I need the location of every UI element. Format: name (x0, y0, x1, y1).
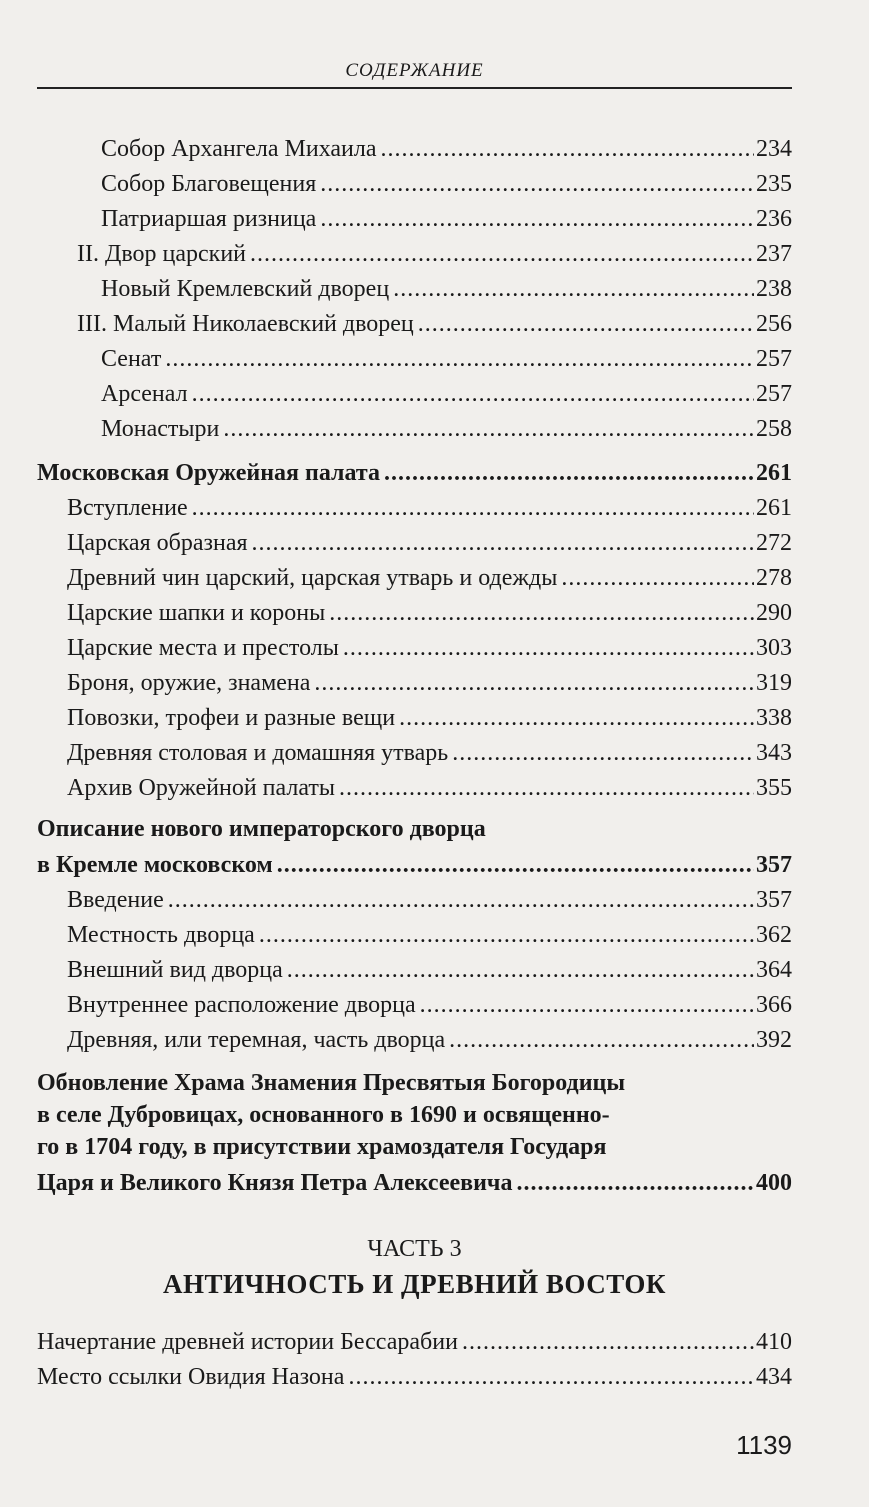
entry-page: 257 (756, 346, 792, 372)
leader-dots (314, 669, 754, 697)
entry-page: 278 (756, 565, 792, 591)
toc-entry[interactable] (67, 486, 792, 522)
leader-dots (192, 380, 754, 408)
toc-entry[interactable] (67, 878, 792, 914)
entry-title: в Кремле московском (37, 852, 273, 878)
leader-dots (393, 275, 754, 303)
entry-page: 366 (756, 992, 792, 1018)
toc-entry[interactable] (67, 556, 792, 592)
entry-title: Патриаршая ризница (101, 206, 317, 232)
leader-dots (462, 1328, 754, 1356)
entry-page: 236 (756, 206, 792, 232)
part-title: АНТИЧНОСТЬ И ДРЕВНИЙ ВОСТОК (163, 1269, 666, 1299)
leader-dots (452, 739, 754, 767)
entry-title: Царская образная (67, 530, 248, 556)
entry-page: 290 (756, 600, 792, 626)
leader-dots (561, 564, 754, 592)
entry-title: Московская Оружейная палата (37, 460, 380, 486)
leader-dots (320, 205, 754, 233)
leader-dots (418, 310, 754, 338)
leader-dots (348, 1363, 754, 1391)
entry-page: 234 (756, 136, 792, 162)
entry-title: Вступление (67, 495, 188, 521)
entry-title: Новый Кремлевский дворец (101, 276, 390, 302)
leader-dots (343, 634, 754, 662)
toc-entry[interactable] (67, 731, 792, 767)
leader-dots (168, 886, 754, 914)
toc-section-title-line[interactable]: Обновление Храма Знамения Пресвятыя Богородицы (37, 1070, 626, 1096)
entry-page: 319 (756, 670, 792, 696)
entry-page: 434 (756, 1364, 792, 1390)
toc-section-entry[interactable] (37, 1161, 792, 1197)
leader-dots (329, 599, 754, 627)
leader-dots (381, 135, 754, 163)
entry-title: Древний чин царский, царская утварь и одежды (67, 565, 558, 591)
entry-page: 410 (756, 1329, 792, 1355)
entry-page: 357 (756, 852, 792, 878)
leader-dots (399, 704, 754, 732)
toc-section-entry[interactable] (37, 451, 792, 487)
toc-entry[interactable] (101, 407, 792, 443)
entry-page: 258 (756, 416, 792, 442)
entry-page: 256 (756, 311, 792, 337)
page-number: 1139 (736, 1430, 792, 1460)
leader-dots (259, 921, 754, 949)
entry-title: III. Малый Николаевский дворец (77, 311, 414, 337)
running-header: СОДЕРЖАНИЕ (345, 60, 484, 81)
entry-title: II. Двор царский (77, 241, 247, 267)
leader-dots (516, 1169, 754, 1197)
entry-page: 343 (756, 740, 792, 766)
entry-title: Древняя столовая и домашняя утварь (67, 740, 449, 766)
toc-entry[interactable] (67, 948, 792, 984)
toc-entry[interactable] (67, 696, 792, 732)
toc-entry[interactable] (77, 302, 792, 338)
header-rule (37, 87, 792, 89)
entry-title: Местность дворца (67, 922, 255, 948)
entry-title: Начертание древней истории Бессарабии (37, 1329, 458, 1355)
entry-page: 355 (756, 775, 792, 801)
toc-entry[interactable] (67, 766, 792, 802)
toc-entry[interactable] (67, 591, 792, 627)
entry-title: Сенат (101, 346, 162, 372)
entry-page: 338 (756, 705, 792, 731)
leader-dots (192, 494, 754, 522)
part-label: ЧАСТЬ 3 (367, 1236, 462, 1262)
entry-page: 400 (756, 1170, 792, 1196)
entry-page: 235 (756, 171, 792, 197)
entry-page: 261 (756, 460, 792, 486)
entry-title: Царские места и престолы (67, 635, 339, 661)
toc-entry[interactable] (67, 661, 792, 697)
entry-page: 303 (756, 635, 792, 661)
entry-title: Архив Оружейной палаты (67, 775, 335, 801)
entry-title: Повозки, трофеи и разные вещи (67, 705, 396, 731)
entry-title: Монастыри (101, 416, 220, 442)
entry-page: 364 (756, 957, 792, 983)
toc-entry[interactable] (67, 521, 792, 557)
toc-entry[interactable] (67, 1018, 792, 1054)
toc-section-entry[interactable] (37, 843, 792, 879)
leader-dots (420, 991, 754, 1019)
toc-entry[interactable] (101, 267, 792, 303)
leader-dots (449, 1026, 754, 1054)
entry-title: Царские шапки и короны (67, 600, 326, 626)
entry-title: Древняя, или теремная, часть дворца (67, 1027, 446, 1053)
entry-page: 261 (756, 495, 792, 521)
entry-title: Внешний вид дворца (67, 957, 283, 983)
toc-entry[interactable] (101, 162, 792, 198)
toc-entry[interactable] (101, 127, 792, 163)
entry-page: 237 (756, 241, 792, 267)
entry-title: Броня, оружие, знамена (67, 670, 311, 696)
toc-entry[interactable] (101, 372, 792, 408)
entry-title: Арсенал (101, 381, 188, 407)
toc-entry[interactable] (37, 1320, 792, 1356)
toc-entry[interactable] (37, 1355, 792, 1391)
entry-title: Собор Архангела Михаила (101, 136, 377, 162)
entry-title: Место ссылки Овидия Назона (37, 1364, 345, 1390)
toc-entry[interactable] (67, 913, 792, 949)
leader-dots (277, 851, 754, 879)
leader-dots (165, 345, 754, 373)
toc-entry[interactable] (77, 232, 792, 268)
entry-page: 362 (756, 922, 792, 948)
toc-entry[interactable] (67, 626, 792, 662)
entry-title: Внутреннее расположение дворца (67, 992, 416, 1018)
toc-entry[interactable] (67, 983, 792, 1019)
leader-dots (287, 956, 754, 984)
entry-title: Введение (67, 887, 164, 913)
leader-dots (384, 459, 754, 487)
toc-entry[interactable] (101, 337, 792, 373)
entry-title: Собор Благовещения (101, 171, 317, 197)
entry-title: Царя и Великого Князя Петра Алексеевича (37, 1170, 513, 1196)
leader-dots (223, 415, 754, 443)
entry-page: 272 (756, 530, 792, 556)
toc-section-title-line[interactable]: в селе Дубровицах, основанного в 1690 и освященно- (37, 1102, 610, 1128)
toc-section-title-line[interactable]: Описание нового императорского дворца (37, 816, 486, 842)
entry-page: 392 (756, 1027, 792, 1053)
leader-dots (252, 529, 754, 557)
entry-page: 357 (756, 887, 792, 913)
leader-dots (339, 774, 754, 802)
entry-page: 238 (756, 276, 792, 302)
toc-entry[interactable] (101, 197, 792, 233)
entry-page: 257 (756, 381, 792, 407)
leader-dots (250, 240, 754, 268)
toc-section-title-line[interactable]: го в 1704 году, в присутствии храмоздателя Государя (37, 1134, 607, 1160)
leader-dots (320, 170, 754, 198)
